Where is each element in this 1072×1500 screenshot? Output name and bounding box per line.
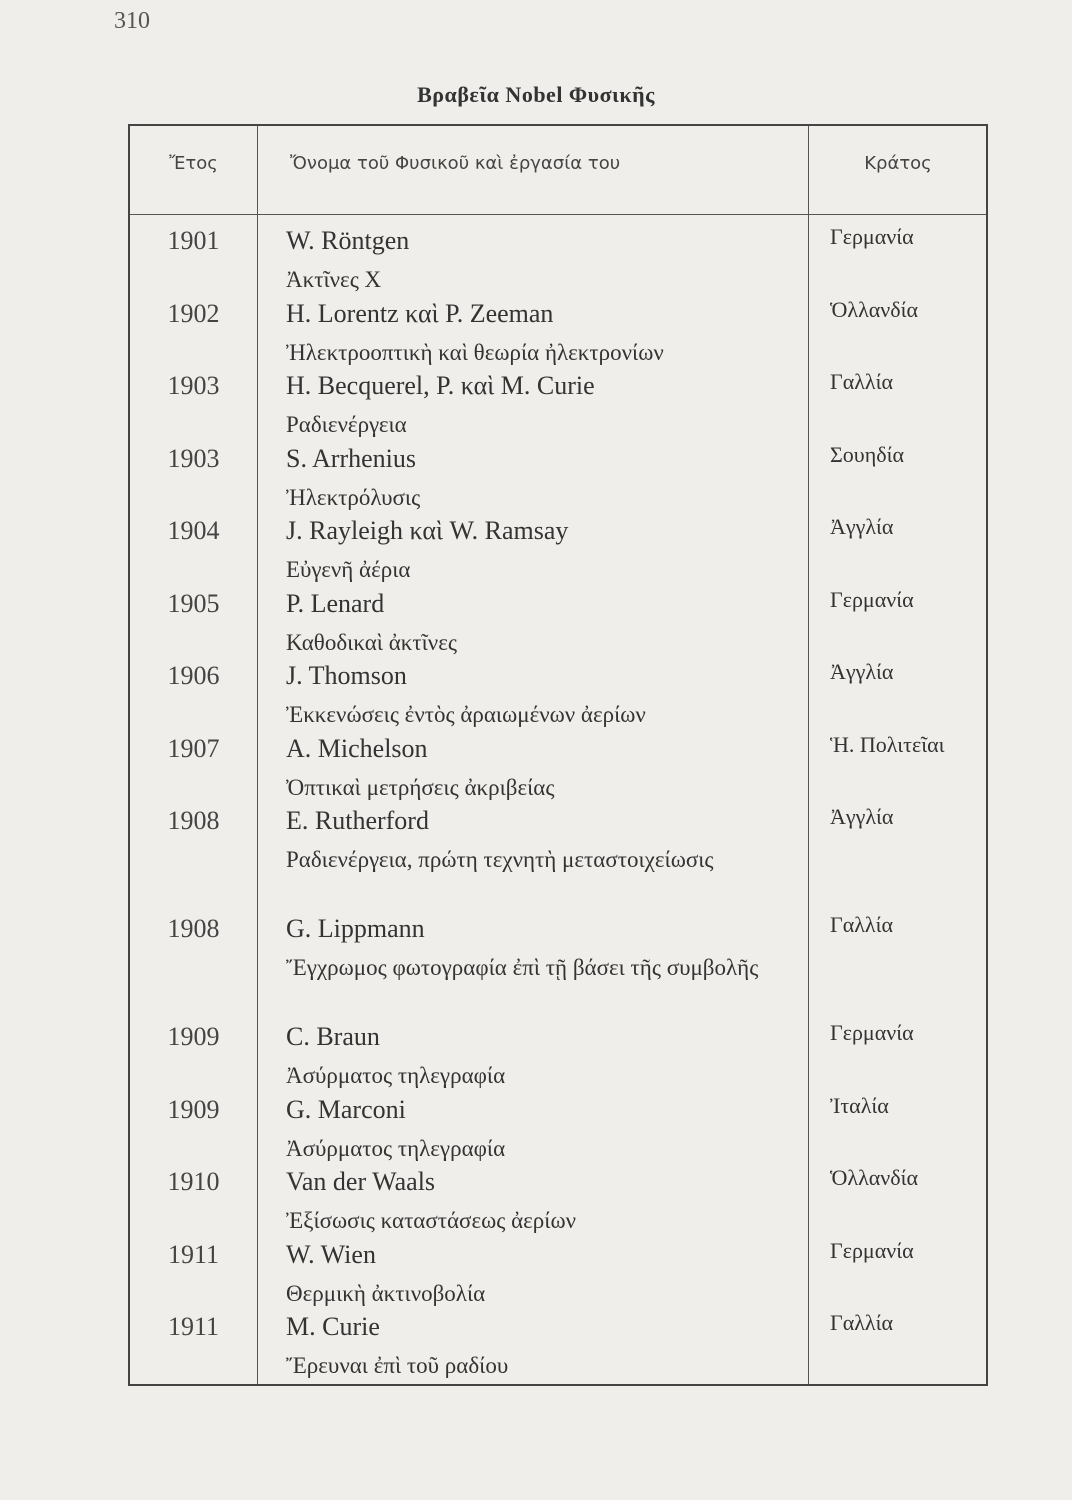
row-work: Θερμικὴ ἀκτινοβολία (286, 1280, 486, 1306)
row-physicist: M. Curie (286, 1312, 380, 1341)
table-row (130, 732, 986, 805)
row-work: Ἔγχρωμος φωτογραφία ἐπὶ τῇ βάσει τῆς συμβολῆς (286, 955, 759, 980)
table-row (130, 224, 986, 297)
table-row (130, 297, 986, 370)
table-row (130, 1165, 986, 1238)
table-row (130, 804, 986, 912)
header-divider (130, 214, 986, 215)
row-physicist: G. Lippmann (286, 914, 425, 943)
row-physicist: J. Rayleigh καὶ W. Ramsay (286, 516, 569, 545)
table-row (130, 1093, 986, 1166)
row-year: 1903 (167, 371, 220, 400)
row-work: Ὀπτικαὶ μετρήσεις ἀκριβείας (286, 774, 555, 800)
row-year: 1907 (167, 733, 220, 763)
row-country: Ἀγγλία (830, 804, 894, 829)
row-country: Ὁλλανδία (830, 1165, 919, 1190)
header-year: Ἔτος (169, 153, 218, 174)
table-row (130, 1238, 986, 1311)
row-year: 1911 (167, 1312, 220, 1341)
row-physicist: G. Marconi (286, 1094, 406, 1124)
table-row (130, 912, 986, 1020)
row-year: 1908 (167, 914, 220, 943)
row-year: 1910 (167, 1167, 220, 1196)
row-country: Σουηδία (830, 441, 905, 467)
row-year: 1903 (167, 443, 220, 473)
row-country: Γαλλία (830, 369, 894, 394)
row-year: 1904 (167, 516, 220, 545)
header-country: Κράτος (864, 153, 932, 174)
row-work: Ραδιενέργεια (286, 412, 407, 437)
row-physicist: P. Lenard (286, 588, 385, 618)
row-year: 1905 (167, 588, 220, 618)
table-row (130, 659, 986, 732)
row-country: Γερμανία (830, 1237, 914, 1263)
row-year: 1909 (167, 1022, 220, 1051)
row-physicist: H. Lorentz καὶ P. Zeeman (286, 298, 554, 328)
row-physicist: A. Michelson (286, 733, 428, 763)
row-physicist: J. Thomson (286, 661, 407, 690)
row-work: Ἐξίσωσις καταστάσεως ἀερίων (286, 1208, 577, 1233)
row-work: Εὐγενῆ ἀέρια (286, 557, 411, 582)
row-work: Ἀκτῖνες X (286, 267, 382, 292)
row-year: 1909 (167, 1094, 220, 1124)
row-physicist: H. Becquerel, P. καὶ M. Curie (286, 371, 595, 400)
table-row (130, 514, 986, 587)
row-year: 1901 (167, 226, 220, 255)
row-physicist: Van der Waals (286, 1167, 436, 1196)
row-country: Γερμανία (830, 586, 914, 612)
row-work: Ἠλεκτρόλυσις (286, 484, 421, 510)
row-country: Γαλλία (830, 912, 894, 937)
row-work: Ἠλεκτροοπτικὴ καὶ θεωρία ἠλεκτρονίων (286, 339, 664, 365)
row-country: Ὁλλανδία (830, 296, 919, 322)
row-country: Ἰταλία (830, 1092, 889, 1118)
row-work: Ἀσύρματος τηλεγραφία (286, 1063, 506, 1088)
row-year: 1902 (167, 298, 220, 328)
table-row (130, 442, 986, 515)
row-country: Γερμανία (830, 1020, 914, 1045)
row-work: Καθοδικαὶ ἀκτῖνες (286, 629, 457, 655)
row-work: Ἐκκενώσεις ἐντὸς ἀραιωμένων ἀερίων (286, 702, 646, 727)
row-physicist: C. Braun (286, 1022, 380, 1051)
row-country: Ἀγγλία (830, 514, 894, 539)
row-country: Γερμανία (830, 224, 914, 249)
row-country: Γαλλία (830, 1310, 894, 1335)
row-work: Ραδιενέργεια, πρώτη τεχνητὴ μεταστοιχείωσις (286, 847, 714, 872)
row-physicist: W. Röntgen (286, 226, 410, 255)
row-country: Ἀγγλία (830, 659, 894, 684)
page-number: 310 (114, 8, 150, 34)
header-name: Ὄνομα τοῦ Φυσικοῦ καὶ ἐργασία του (290, 153, 621, 174)
row-country: Ἡ. Πολιτεῖαι (830, 731, 945, 757)
table-row (130, 587, 986, 660)
nobel-table (128, 124, 988, 1386)
row-physicist: W. Wien (286, 1239, 376, 1269)
row-physicist: S. Arrhenius (286, 443, 416, 473)
row-year: 1906 (167, 661, 220, 690)
row-work: Ἀσύρματος τηλεγραφία (286, 1135, 506, 1161)
row-year: 1911 (167, 1239, 220, 1269)
row-physicist: E. Rutherford (286, 806, 429, 835)
row-year: 1908 (167, 806, 220, 835)
table-row (130, 1310, 986, 1383)
page-title: Βραβεῖα Nobel Φυσικῆς (417, 82, 655, 107)
row-work: Ἔρευναι ἐπὶ τοῦ ραδίου (286, 1353, 509, 1378)
table-body (130, 224, 986, 1383)
table-row (130, 1020, 986, 1093)
table-row (130, 369, 986, 442)
